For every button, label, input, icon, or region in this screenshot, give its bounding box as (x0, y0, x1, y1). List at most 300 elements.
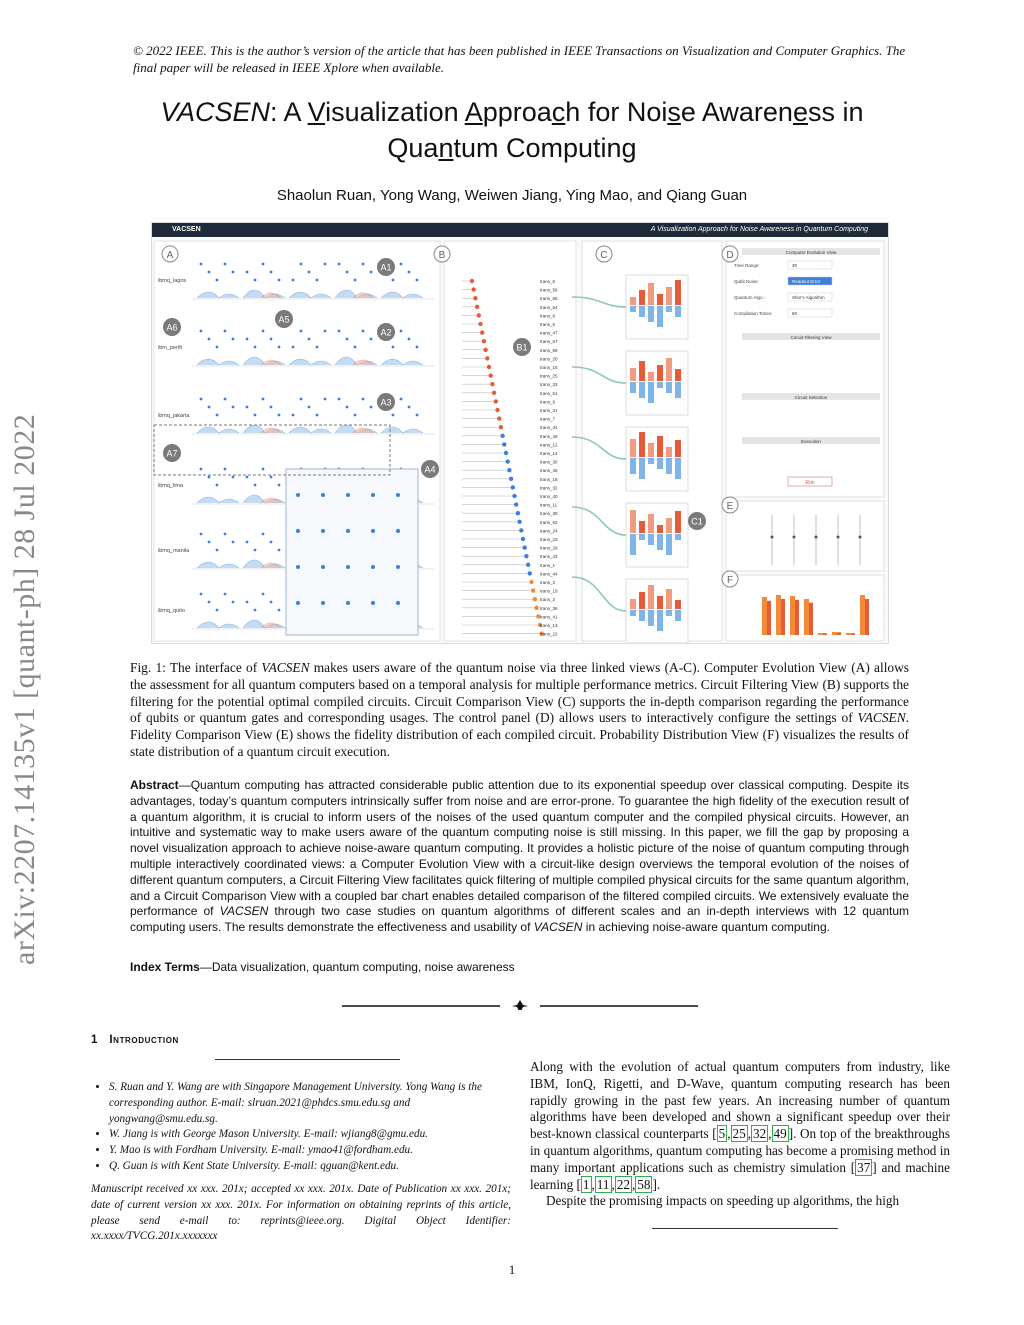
timeline-dot (362, 263, 365, 266)
overlay-dot (346, 493, 350, 497)
bar-up (639, 432, 645, 457)
bar-down (657, 534, 663, 550)
overlay-dot (346, 565, 350, 569)
lollipop-dot (500, 434, 504, 438)
circuit-label: trans_34 (540, 425, 558, 431)
section-heading (91, 1034, 179, 1046)
timeline-dot (200, 593, 203, 596)
computer-label: ibmq_lima (158, 483, 184, 489)
overlay-dot (321, 493, 325, 497)
lollipop-dot (509, 477, 513, 481)
lollipop-dot (473, 296, 477, 300)
bar-up (639, 592, 645, 609)
timeline-dot (232, 476, 235, 479)
timeline-dot (216, 549, 219, 552)
lollipop-dot (475, 305, 479, 309)
timeline-dot (370, 406, 373, 409)
timeline-dot (200, 398, 203, 401)
bar-down (666, 458, 672, 474)
timeline-dot (224, 398, 227, 401)
bar-down (630, 382, 636, 393)
timeline-dot (200, 533, 203, 536)
timeline-dot (224, 593, 227, 596)
timeline-dot (254, 414, 257, 417)
lollipop-dot (499, 425, 503, 429)
fidelity-dot (793, 536, 796, 539)
control-label: Quantum Algo.: (734, 295, 766, 300)
computer-label: ibmq_jakarta (158, 413, 190, 419)
lollipop-dot (533, 597, 537, 601)
arxiv-stamp: arXiv:2207.14135v1 [quant-ph] 28 Jul 2022 (8, 413, 41, 965)
sublabel-A7: A7 (166, 448, 178, 459)
probability-bar (818, 633, 823, 635)
probability-bar (804, 599, 809, 635)
abstract-text: —Quantum computing has attracted considerable public attention due to its exponential speedup over classical computing. Despite its advantages, today’s quantum computers intrinsically suffer from noise and are error-prone. To guarantee the high fidelity of the execution result of a quantum algorithm, it is crucial to inform users of the noises of the used quantum computer and the compiled physical circuits. However, an intuitive and systematic way to make users aware of the quantum computing noise is still missing. In this paper, we fill the gap by proposing a novel visualization approach to achieve noise-aware quantum computing. It provides a holistic picture of the noise of quantum computing through multiple interactively coordinated views: a Computer Evolution View with a circuit-like design overviews the temporal evolution of the noises of different quantum computers, a Circuit Filtering View facilitates quick filtering of multiple compiled physical circuits for the same quantum algorithm, and a Circuit Comparison View with a coupled bar chart enables detailed comparison of the filtered compiled circuits. We extensively evaluate the performance of VACSEN through two case studies on quantum algorithms of different scales and an in-depth interviews with 12 quantum computing users. The results demonstrate the effectiveness and usability of VACSEN in achieving noise-aware quantum computing. (130, 778, 909, 935)
column-footnote-rule (652, 1228, 838, 1229)
circuit-label: trans_7 (540, 416, 556, 422)
figure-caption (130, 660, 909, 761)
timeline-dot (216, 414, 219, 417)
circuit-label: trans_23 (540, 537, 558, 542)
lollipop-dot (497, 416, 501, 420)
affiliation-footnotes (93, 1080, 513, 1175)
timeline-dot (408, 406, 411, 409)
circuit-label: trans_31 (540, 408, 558, 413)
circuit-label: trans_14 (540, 451, 558, 456)
fidelity-dot (815, 536, 818, 539)
lollipop-dot (524, 554, 528, 558)
computer-label: ibmq_manila (158, 548, 190, 554)
control-value: 30 (792, 263, 798, 268)
timeline-dot (338, 330, 341, 333)
timeline-dot (254, 279, 257, 282)
timeline-dot (270, 406, 273, 409)
abstract (130, 778, 909, 936)
overlay-dot (371, 529, 375, 533)
bar-up (630, 510, 636, 533)
panel-label-d: D (726, 250, 734, 261)
probability-bar-ideal (865, 599, 869, 635)
timeline-dot (324, 398, 327, 401)
timeline-dot (270, 338, 273, 341)
probability-bar-ideal (809, 603, 813, 635)
timeline-dot (232, 271, 235, 274)
timeline-dot (224, 263, 227, 266)
bar-down (639, 534, 645, 540)
paper-title (0, 94, 1024, 166)
overlay-dot (296, 529, 300, 533)
timeline-dot (270, 601, 273, 604)
timeline-dot (292, 346, 295, 349)
caption-text: The interface of VACSEN makes users aware of the quantum noise via three linked views (A-C). Computer Evolution View (A) allows the assessment for all quantum computers based on a temporal analysis for multiple performance metrics. Circuit Filtering View (B) supports the filtering for the potential optimal compiled circuits. Circuit Comparison View (C) supports the in-depth comparison regarding the performance of qubits or quantum gates and corresponding usages. The control panel (D) allows users to interactively configure the settings of VACSEN. Fidelity Comparison View (E) shows the fidelity distribution of each compiled circuit. Probability Distribution View (F) visualizes the results of state distribution of a quantum circuit execution. (130, 660, 909, 759)
bar-down (657, 610, 663, 631)
timeline-dot (278, 346, 281, 349)
figure-canvas (152, 237, 888, 643)
timeline-dot (208, 476, 211, 479)
lollipop-dot (534, 606, 538, 610)
timeline-dot (208, 541, 211, 544)
probability-bar (762, 597, 767, 635)
timeline-dot (254, 346, 257, 349)
copyright-notice: © 2022 IEEE. This is the author’s version of the article that has been published in IEEE Transactions on Visualization and Computer Graphics. The final paper will be released in IEEE Xplore when available. (133, 43, 906, 75)
circuit-label: trans_40 (540, 494, 558, 499)
bar-up (648, 514, 654, 533)
overlay-dot (371, 601, 375, 605)
overlay-dot (296, 493, 300, 497)
probability-bar-ideal (851, 633, 855, 635)
timeline-dot (416, 346, 419, 349)
bar-down (657, 306, 663, 327)
timeline-dot (262, 263, 265, 266)
timeline-dot (338, 398, 341, 401)
lollipop-dot (521, 537, 525, 541)
timeline-dot (400, 263, 403, 266)
probability-bar-ideal (837, 632, 841, 635)
lollipop-dot (490, 382, 494, 386)
timeline-dot (216, 346, 219, 349)
timeline-dot (324, 330, 327, 333)
sublabel-A2: A2 (380, 327, 392, 338)
computer-label: ibmq_quito (158, 608, 185, 614)
bar-down (639, 458, 645, 479)
circuit-label: trans_25 (540, 373, 558, 379)
timeline-dot (262, 330, 265, 333)
bar-down (630, 534, 636, 555)
bar-down (675, 382, 681, 398)
bar-up (666, 518, 672, 533)
timeline-dot (362, 398, 365, 401)
bar-down (675, 458, 681, 479)
bar-down (639, 610, 645, 621)
bar-up (657, 365, 663, 381)
timeline-dot (254, 609, 257, 612)
circuit-label: trans_54 (540, 304, 558, 310)
bar-up (657, 525, 663, 533)
timeline-dot (232, 406, 235, 409)
circuit-label: trans_18 (540, 476, 558, 482)
view-title: Computer Evolution View (785, 250, 837, 255)
sublabel-B1: B1 (516, 342, 528, 353)
control-label: Compilation Times: (734, 311, 773, 316)
bar-up (657, 596, 663, 609)
bar-down (666, 534, 672, 555)
timeline-dot (346, 406, 349, 409)
control-label: Qubit Noise: (734, 279, 759, 284)
timeline-dot (416, 279, 419, 282)
timeline-dot (278, 484, 281, 487)
timeline-dot (354, 414, 357, 417)
timeline-dot (262, 533, 265, 536)
sublabel-A3: A3 (380, 397, 392, 408)
bar-down (666, 306, 672, 312)
bar-up (639, 361, 645, 381)
intro-paragraph-1: Along with the evolution of actual quantum computers from industry, like IBM, IonQ, Rigetti, and D-Wave, quantum computing research has been rapidly growing in the past few years. An increasing number of quantum algorithms have been developed and shown a significant speedup over their best-known classical counterparts [ 5 , 25 , 32 , 49 ]. On top of the breakthroughs in quantum algorithms, quantum computing has become a promising method in many important applications such as chemistry simulation [ 37 ] and machine learning [ 1 , 11 , 22 , 58 ]. (530, 1059, 950, 1192)
control-label: Time Range: (734, 263, 760, 268)
timeline-dot (408, 338, 411, 341)
lollipop-dot (489, 373, 493, 377)
circuit-label: trans_24 (540, 528, 558, 534)
computer-label: ibm_perth (158, 345, 183, 351)
system-name: VACSEN (160, 97, 271, 127)
bar-up (675, 440, 681, 457)
timeline-dot (246, 601, 249, 604)
timeline-dot (338, 263, 341, 266)
computer-label: ibmq_lagos (158, 278, 187, 284)
circuit-label: trans_1 (540, 562, 556, 568)
timeline-dot (208, 271, 211, 274)
bar-up (648, 443, 654, 457)
bar-up (648, 283, 654, 305)
probability-bar-ideal (767, 601, 771, 635)
bar-up (648, 372, 654, 381)
run-label: Run (805, 480, 815, 486)
timeline-dot (246, 541, 249, 544)
timeline-dot (308, 406, 311, 409)
lollipop-dot (516, 511, 520, 515)
circuit-label: trans_5 (540, 322, 556, 327)
overlay-dot (396, 493, 400, 497)
timeline-dot (416, 414, 419, 417)
panel-label-e: E (726, 501, 734, 512)
circuit-label: trans_57 (540, 339, 558, 345)
timeline-dot (408, 271, 411, 274)
footnote-item: • W. Jiang is with George Mason University. E-mail: wjiang8@gmu.edu. (109, 1127, 513, 1143)
figure-app-header (152, 223, 888, 237)
timeline-dot (262, 398, 265, 401)
circuit-label: trans_47 (540, 330, 558, 336)
timeline-dot (278, 414, 281, 417)
sublabel-A6: A6 (166, 322, 178, 333)
circuit-label: trans_29 (540, 545, 558, 551)
control-value: 60 (792, 311, 798, 316)
bar-up (666, 287, 672, 305)
circuit-label: trans_15 (540, 365, 558, 370)
bar-down (648, 534, 654, 545)
view-title: Circuit Selection (794, 395, 828, 400)
title-line1: : A Visualization Approach for Noise Awareness in (270, 97, 864, 127)
lollipop-dot (477, 313, 481, 317)
lollipop-dot (511, 485, 515, 489)
probability-bar (860, 595, 865, 635)
timeline-dot (262, 468, 265, 471)
control-value: Shor's Algorithm (792, 295, 825, 300)
lollipop-dot (482, 339, 486, 343)
timeline-dot (246, 338, 249, 341)
overlay-dot (396, 529, 400, 533)
circuit-label: trans_33 (540, 382, 558, 388)
circuit-label: trans_56 (540, 287, 558, 293)
timeline-dot (224, 533, 227, 536)
timeline-dot (308, 271, 311, 274)
bar-down (675, 534, 681, 540)
timeline-dot (354, 346, 357, 349)
fidelity-dot (771, 536, 774, 539)
bar-down (648, 458, 654, 464)
timeline-dot (270, 271, 273, 274)
intro-paragraph-2: Despite the promising impacts on speeding up algorithms, the high (546, 1193, 900, 1209)
timeline-dot (278, 279, 281, 282)
panel-label-f: F (726, 575, 734, 586)
circuit-label: trans_22 (540, 631, 558, 637)
lollipop-dot (514, 502, 518, 506)
panel-label-b: B (438, 250, 446, 261)
timeline-dot (316, 346, 319, 349)
circuit-label: trans_8 (540, 313, 556, 319)
circuit-label: trans_49 (540, 433, 558, 439)
probability-bar (846, 633, 851, 635)
circuit-label: trans_41 (540, 614, 558, 620)
timeline-dot (370, 271, 373, 274)
timeline-dot (300, 263, 303, 266)
timeline-dot (392, 279, 395, 282)
circuit-label: trans_45 (540, 468, 558, 474)
circuit-label: trans_9 (540, 399, 556, 405)
timeline-dot (200, 263, 203, 266)
overlay-dot (396, 601, 400, 605)
fidelity-dot (837, 536, 840, 539)
probability-bar-ideal (795, 600, 799, 635)
timeline-dot (278, 549, 281, 552)
title-line2: Quantum Computing (387, 133, 637, 163)
timeline-dot (392, 414, 395, 417)
probability-bar (832, 632, 837, 635)
circuit-label: trans_3 (540, 580, 556, 585)
timeline-dot (270, 476, 273, 479)
overlay-dot (396, 565, 400, 569)
bar-down (675, 610, 681, 621)
circuit-label: trans_52 (540, 519, 558, 525)
timeline-dot (278, 609, 281, 612)
bar-down (648, 306, 654, 322)
probability-bar (790, 596, 795, 635)
timeline-dot (400, 398, 403, 401)
manuscript-note: Manuscript received xx xxx. 201x; accepted xx xxx. 201x. Date of Publication xx xxx. 201x; date of current version xx xxx. 201x. For information on obtaining reprints of this article, please send e-mail to: reprints@ieee.org. Digital Object Identifier: xx.xxxx/TVCG.201x.xxxxxxx (91, 1183, 511, 1243)
overlay-dot (346, 601, 350, 605)
bar-up (675, 369, 681, 381)
probability-bar (776, 595, 781, 635)
lollipop-dot (485, 356, 489, 360)
timeline-dot (300, 398, 303, 401)
author-list: Shaolun Ruan, Yong Wang, Weiwen Jiang, Ying Mao, and Qiang Guan (276, 187, 748, 204)
bar-up (630, 297, 636, 305)
lollipop-dot (512, 494, 516, 498)
timeline-dot (292, 414, 295, 417)
overlay-dot (321, 601, 325, 605)
lollipop-dot (470, 279, 474, 283)
timeline-dot (246, 406, 249, 409)
index-terms-text: —Data visualization, quantum computing, noise awareness (199, 960, 515, 974)
lollipop-dot (502, 442, 506, 446)
circuit-label: trans_2 (540, 597, 556, 603)
index-terms (130, 960, 909, 974)
bar-up (666, 447, 672, 457)
timeline-dot (232, 601, 235, 604)
figure-1 (151, 222, 889, 644)
index-terms-label: Index Terms (130, 960, 200, 974)
lollipop-dot (504, 451, 508, 455)
timeline-dot (324, 263, 327, 266)
bar-down (648, 610, 654, 626)
timeline-dot (316, 279, 319, 282)
circuit-label: trans_43 (540, 554, 558, 560)
timeline-dot (392, 346, 395, 349)
lollipop-dot (472, 287, 476, 291)
timeline-dot (200, 468, 203, 471)
bar-down (657, 382, 663, 388)
bar-up (657, 294, 663, 305)
bar-down (666, 382, 672, 393)
fidelity-dot (859, 536, 862, 539)
timeline-dot (370, 338, 373, 341)
view-title: Circuit Filtering View (790, 335, 832, 340)
overlay-dot (346, 529, 350, 533)
figure-app-subtitle: A Visualization Approach for Noise Awareness in Quantum Computing (650, 226, 868, 233)
circuit-label: trans_59 (540, 347, 558, 353)
lollipop-dot (528, 571, 532, 575)
timeline-dot (200, 330, 203, 333)
bar-down (630, 306, 636, 312)
timeline-dot (346, 271, 349, 274)
overlay-dot (321, 529, 325, 533)
timeline-dot (262, 593, 265, 596)
lollipop-dot (495, 408, 499, 412)
bar-up (630, 439, 636, 457)
bar-up (648, 585, 654, 609)
lollipop-dot (529, 580, 533, 584)
bar-up (675, 600, 681, 609)
bar-up (630, 599, 636, 609)
lollipop-dot (531, 588, 535, 592)
circuit-label: trans_20 (540, 356, 558, 362)
lollipop-dot (507, 468, 511, 472)
lollipop-dot (506, 459, 510, 463)
bar-up (666, 589, 672, 609)
bar-down (630, 610, 636, 616)
probability-bar-ideal (823, 633, 827, 635)
bar-down (675, 306, 681, 317)
footnote-item: • S. Ruan and Y. Wang are with Singapore Management University. Yong Wang is the corresponding author. E-mail: slruan.2021@phdcs.smu.edu.sg and yongwang@smu.edu.sg. (109, 1080, 513, 1127)
circuit-label: trans_30 (540, 459, 558, 465)
circuit-label: trans_12 (540, 442, 558, 448)
timeline-dot (346, 338, 349, 341)
timeline-dot (292, 279, 295, 282)
section-divider (342, 1000, 698, 1010)
overlay-dot (371, 493, 375, 497)
circuit-label: trans_44 (540, 571, 558, 577)
timeline-dot (216, 609, 219, 612)
bar-down (639, 382, 645, 398)
timeline-dot (316, 414, 319, 417)
page-number: 1 (508, 1262, 516, 1277)
intro-column (530, 1059, 950, 1210)
bar-up (639, 290, 645, 305)
sublabel-C1: C1 (691, 516, 703, 527)
lollipop-dot (523, 545, 527, 549)
timeline-dot (224, 330, 227, 333)
bar-down (648, 382, 654, 403)
lollipop-dot (478, 322, 482, 326)
overlay-dot (321, 565, 325, 569)
timeline-dot (232, 541, 235, 544)
circuit-label: trans_11 (540, 502, 558, 508)
timeline-dot (216, 279, 219, 282)
lollipop-dot (480, 330, 484, 334)
overlay-dot (296, 565, 300, 569)
panel-label-c: C (600, 250, 608, 261)
view-title: Execution (801, 439, 821, 444)
bar-up (675, 511, 681, 533)
timeline-dot (270, 541, 273, 544)
